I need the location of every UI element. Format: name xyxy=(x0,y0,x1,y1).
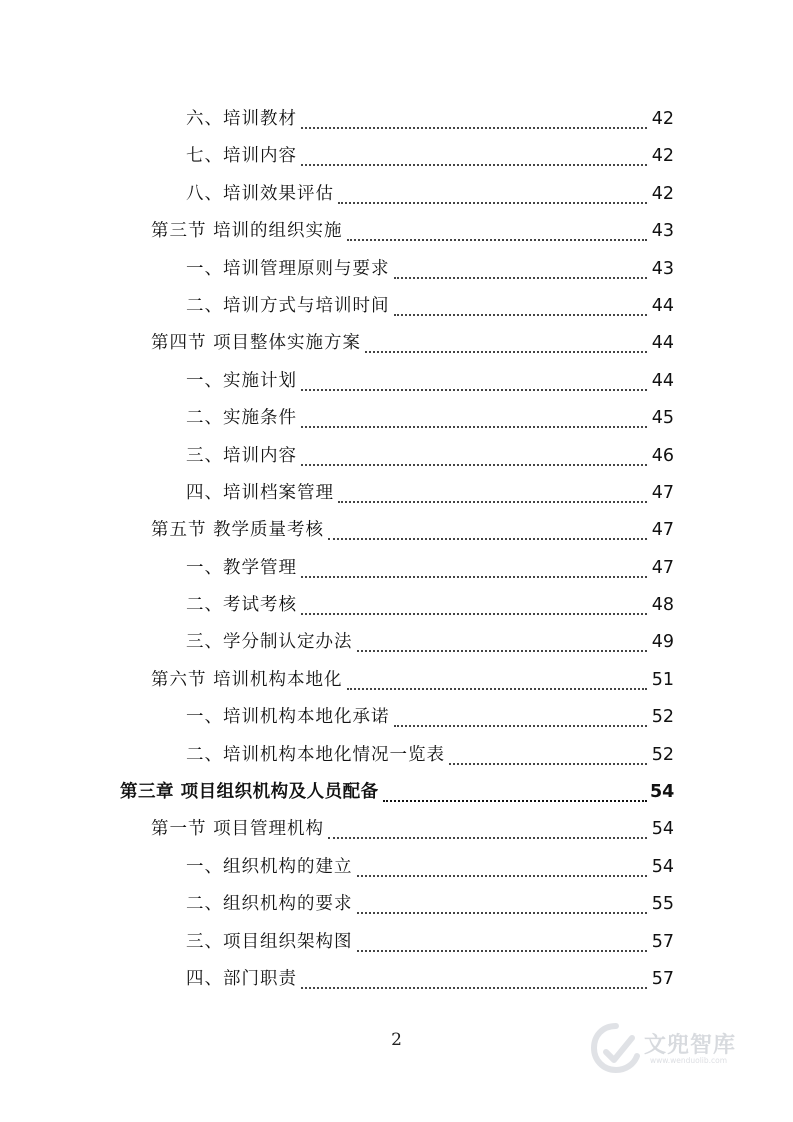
toc-dot-leader xyxy=(394,275,647,279)
toc-dot-leader xyxy=(301,574,647,578)
toc-entry[interactable] xyxy=(0,213,793,250)
toc-entry-page: 47 xyxy=(651,482,674,503)
toc-entry[interactable] xyxy=(0,961,793,998)
toc-entry[interactable] xyxy=(0,737,793,774)
toc-dot-leader xyxy=(449,761,647,765)
toc-entry-title: 二、培训机构本地化情况一览表 xyxy=(186,737,447,774)
toc-entry-title: 第三章 项目组织机构及人员配备 xyxy=(120,774,381,811)
toc-dot-leader xyxy=(301,162,647,166)
toc-entry-page: 54 xyxy=(651,856,674,877)
toc-dot-leader xyxy=(383,798,647,802)
toc-entry[interactable] xyxy=(0,400,793,437)
toc-entry-title: 三、项目组织架构图 xyxy=(186,924,355,961)
toc-dot-leader xyxy=(301,424,647,428)
toc-entry-page: 49 xyxy=(651,632,674,653)
toc-dot-leader xyxy=(347,686,647,690)
toc-dot-leader xyxy=(357,910,647,914)
toc-entry-page: 54 xyxy=(650,782,675,803)
toc-dot-leader xyxy=(338,200,647,204)
toc-entry-title: 一、教学管理 xyxy=(186,550,299,587)
toc-entry-page: 44 xyxy=(651,333,674,354)
toc-entry-title: 四、部门职责 xyxy=(186,961,299,998)
toc-entry-page: 55 xyxy=(651,894,674,915)
toc-dot-leader xyxy=(301,387,647,391)
toc-dot-leader xyxy=(328,835,647,839)
toc-entry[interactable] xyxy=(0,438,793,475)
toc-entry-page: 54 xyxy=(651,819,674,840)
toc-entry-page: 44 xyxy=(651,370,674,391)
toc-entry-title: 第一节 项目管理机构 xyxy=(151,811,326,848)
toc-dot-leader xyxy=(301,125,647,129)
toc-dot-leader xyxy=(301,611,647,615)
toc-entry[interactable] xyxy=(0,587,793,624)
toc-entry-page: 47 xyxy=(651,557,674,578)
toc-entry[interactable] xyxy=(0,624,793,661)
toc-entry[interactable] xyxy=(0,138,793,175)
toc-entry-page: 45 xyxy=(651,408,674,429)
watermark-url: www.wenduolib.com xyxy=(650,1056,728,1065)
watermark xyxy=(588,1022,778,1074)
toc-dot-leader xyxy=(347,237,647,241)
toc-entry[interactable] xyxy=(0,176,793,213)
toc-entry[interactable] xyxy=(0,325,793,362)
toc-entry[interactable] xyxy=(0,251,793,288)
toc-dot-leader xyxy=(357,873,647,877)
toc-entry-title: 第三节 培训的组织实施 xyxy=(151,213,345,250)
toc-entry[interactable] xyxy=(0,699,793,736)
toc-dot-leader xyxy=(301,985,647,989)
toc-dot-leader xyxy=(357,648,647,652)
toc-dot-leader xyxy=(328,536,647,540)
toc-entry-title: 一、实施计划 xyxy=(186,363,299,400)
toc-entry[interactable] xyxy=(0,101,793,138)
toc-entry-page: 57 xyxy=(651,968,674,989)
toc-dot-leader xyxy=(394,312,647,316)
toc-entry-title: 六、培训教材 xyxy=(186,101,299,138)
toc-entry-page: 43 xyxy=(651,258,674,279)
watermark-title: 文兜智库 xyxy=(644,1033,737,1058)
toc-entry-page: 43 xyxy=(651,221,674,242)
toc-entry[interactable] xyxy=(0,774,793,811)
toc-dot-leader xyxy=(394,723,647,727)
toc-entry-title: 第四节 项目整体实施方案 xyxy=(151,325,363,362)
toc-entry-title: 三、学分制认定办法 xyxy=(186,624,355,661)
toc-entry[interactable] xyxy=(0,811,793,848)
toc-entry[interactable] xyxy=(0,849,793,886)
table-of-contents xyxy=(0,101,793,998)
toc-entry-page: 57 xyxy=(651,931,674,952)
toc-entry-page: 44 xyxy=(651,295,674,316)
toc-entry-title: 八、培训效果评估 xyxy=(186,176,336,213)
toc-entry-title: 第五节 教学质量考核 xyxy=(151,512,326,549)
toc-entry-page: 48 xyxy=(651,595,674,616)
toc-dot-leader xyxy=(365,349,647,353)
toc-entry[interactable] xyxy=(0,550,793,587)
toc-entry[interactable] xyxy=(0,662,793,699)
toc-entry-page: 42 xyxy=(651,183,674,204)
toc-entry-title: 一、培训管理原则与要求 xyxy=(186,251,392,288)
watermark-logo-icon xyxy=(588,1022,644,1074)
toc-entry-title: 二、实施条件 xyxy=(186,400,299,437)
toc-entry-page: 42 xyxy=(651,109,674,129)
toc-dot-leader xyxy=(338,499,647,503)
toc-entry-title: 四、培训档案管理 xyxy=(186,475,336,512)
toc-entry[interactable] xyxy=(0,886,793,923)
toc-entry-page: 46 xyxy=(651,445,674,466)
toc-entry[interactable] xyxy=(0,475,793,512)
page-number: 2 xyxy=(391,1030,402,1050)
toc-entry-title: 二、考试考核 xyxy=(186,587,299,624)
toc-entry-title: 三、培训内容 xyxy=(186,438,299,475)
toc-entry-page: 51 xyxy=(651,669,674,690)
toc-dot-leader xyxy=(357,948,647,952)
toc-entry-page: 52 xyxy=(651,707,674,728)
toc-entry-title: 七、培训内容 xyxy=(186,138,299,175)
toc-entry[interactable] xyxy=(0,363,793,400)
toc-entry-title: 第六节 培训机构本地化 xyxy=(151,662,345,699)
toc-entry-title: 一、培训机构本地化承诺 xyxy=(186,699,392,736)
toc-entry-title: 二、培训方式与培训时间 xyxy=(186,288,392,325)
toc-entry-title: 二、组织机构的要求 xyxy=(186,886,355,923)
toc-entry-page: 52 xyxy=(651,744,674,765)
toc-entry[interactable] xyxy=(0,924,793,961)
toc-entry-title: 一、组织机构的建立 xyxy=(186,849,355,886)
toc-entry-page: 47 xyxy=(651,520,674,541)
toc-dot-leader xyxy=(301,462,647,466)
toc-entry[interactable] xyxy=(0,512,793,549)
toc-entry-page: 42 xyxy=(651,146,674,167)
toc-entry[interactable] xyxy=(0,288,793,325)
